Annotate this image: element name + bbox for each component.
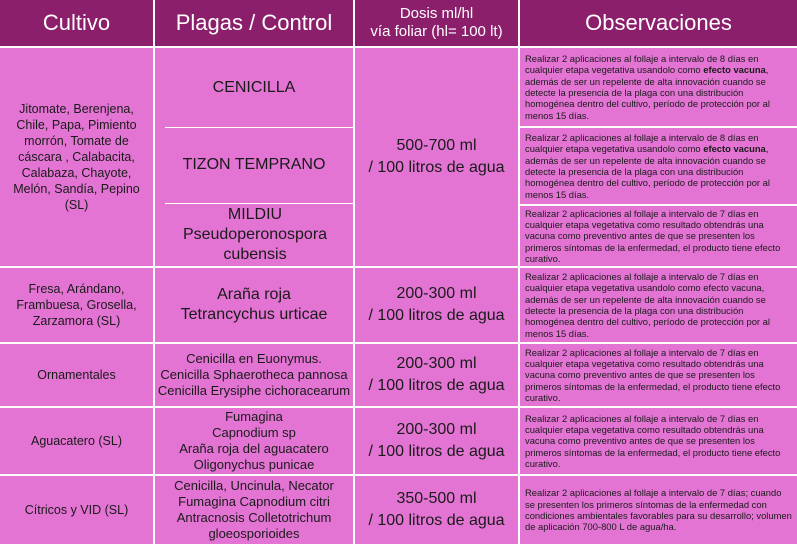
row3-cultivo: [0, 344, 153, 406]
row2-cultivo-text: Fresa, Arándano, Frambuesa, Grosella, Zarzamora (SL): [16, 282, 137, 328]
header-cultivo-label: Cultivo: [42, 10, 111, 35]
row1-dosis-line2: / 100 litros de agua: [368, 159, 505, 176]
row5-plagas: [155, 476, 353, 544]
row1-plaga-cenicilla: [155, 50, 353, 126]
row1-obs-1-bold: efecto vacuna: [703, 64, 766, 76]
row5-cultivo: [0, 476, 153, 544]
row4-plaga-line3: Araña roja del aguacatero: [179, 441, 329, 456]
header-dosis: [355, 0, 518, 46]
row1-obs-2-bold: efecto vacuna: [703, 143, 766, 155]
row4-dosis-line1: 200-300 ml: [396, 421, 477, 438]
row1-obs-2: [520, 128, 797, 204]
row3-plagas: [155, 344, 353, 406]
row1-cultivo-text: Jitomate, Berenjena, Chile, Papa, Pimiento morrón, Tomate de cáscara , Calabacita, Calabaza, Chayote, Melón, Sandía, Pepino (SL): [13, 102, 140, 212]
row3-plaga-line3: Cenicilla Erysiphe cichoracearum: [157, 383, 351, 398]
row4-plagas: [155, 408, 353, 474]
row1-cultivo: [0, 48, 153, 266]
row1-obs-3: [520, 206, 797, 266]
row5-plaga-line3: Antracnosis Colletotrichum: [176, 510, 332, 525]
row5-plaga-line4: gloeosporioides: [208, 526, 300, 541]
row2-dosis: [355, 268, 518, 342]
row4-obs: [520, 408, 797, 474]
row4-plaga-line2: Capnodium sp: [212, 425, 296, 440]
header-plagas: [155, 0, 353, 46]
row3-cultivo-text: Ornamentales: [37, 368, 116, 382]
header-observaciones-label: Observaciones: [585, 10, 732, 35]
row2-plagas: [155, 268, 353, 342]
row3-obs-text: Realizar 2 aplicaciones al follaje a intervalo de 7 días en cualquier etapa vegetativa como resultado obtendrás una vacuna como preventivo antes de que se presenten los primeros síntomas de la enfermedad, el producto tiene efecto curativo.: [525, 346, 781, 403]
row1-obs-1-text: Realizar 2 aplicaciones al follaje a intervalo de 8 días en cualquier etapa vegetativa usandolo como efecto vacuna, además de ser un repelente de alta innovación cuando se detecte la presencia de la plaga con una distribución homogénea dentro del cultivo, período de protección por al menos 15 días.: [525, 53, 770, 121]
header-dosis-line1: Dosis ml/hl: [399, 5, 474, 22]
row1-dosis-line1: 500-700 ml: [396, 137, 477, 154]
row1-plaga-tizon: [155, 128, 353, 202]
row5-obs: [520, 476, 797, 544]
row4-plaga-line1: Fumagina: [225, 409, 283, 424]
row4-plaga-line4: Oligonychus punicae: [193, 457, 315, 472]
row5-dosis-line2: / 100 litros de agua: [368, 512, 505, 529]
row4-obs-text: Realizar 2 aplicaciones al follaje a intervalo de 7 días en cualquier etapa vegetativa como resultado obtendrás una vacuna como preventivo antes de que se presenten los primeros síntomas de la enfermedad, el producto tiene efecto curativo.: [525, 412, 781, 469]
row1-obs-3-text: Realizar 2 aplicaciones al follaje a intervalo de 7 días en cualquier etapa vegetativa como resultado obtendrás una vacuna como preventivo antes de que se presenten los primeros síntomas de la enfermedad, el producto tiene efecto curativo.: [525, 207, 781, 264]
row4-cultivo-text: Aguacatero (SL): [30, 434, 123, 448]
row3-dosis-line2: / 100 litros de agua: [368, 377, 505, 394]
row3-dosis: [355, 344, 518, 406]
row1-obs-1: [520, 48, 797, 126]
row5-dosis-line1: 350-500 ml: [396, 490, 477, 507]
header-observaciones: [520, 0, 797, 46]
row5-dosis: [355, 476, 518, 544]
row3-plaga-line1: Cenicilla en Euonymus.: [186, 351, 322, 366]
row3-obs: [520, 344, 797, 406]
row2-obs-text: Realizar 2 aplicaciones al follaje a intervalo de 7 días en cualquier etapa vegetativa usandolo como efecto vacuna, además de ser un repelente de alta innovación cuando se detecte la presencia de la plaga con una distribución homogénea dentro del cultivo, período de protección por al menos 15 días.: [525, 271, 770, 339]
row5-plaga-line1: Cenicilla, Uncinula, Necator: [174, 478, 334, 493]
row4-dosis-line2: / 100 litros de agua: [368, 443, 505, 460]
row3-plaga-line2: Cenicilla Sphaerotheca pannosa: [160, 367, 348, 382]
row1-obs-2-text: Realizar 2 aplicaciones al follaje a intervalo de 8 días en cualquier etapa vegetativa usandolo como efecto vacuna, además de ser un repelente de alta innovación cuando se detecte la presencia de la plaga con una distribución homogénea dentro del cultivo, período de protección por al menos 15 días.: [525, 132, 770, 200]
row2-dosis-line2: / 100 litros de agua: [368, 307, 505, 324]
row1-plaga-mildiu: [170, 204, 340, 266]
header-plagas-label: Plagas / Control: [175, 10, 333, 35]
row1-dosis: [355, 48, 518, 266]
row2-dosis-line1: 200-300 ml: [396, 285, 477, 302]
row3-dosis-line1: 200-300 ml: [396, 355, 477, 372]
row5-cultivo-text: Cítricos y VID (SL): [24, 503, 129, 517]
row4-cultivo: [0, 408, 153, 474]
row1-plaga-3-text: MILDIU Pseudoperonospora cubensis: [182, 206, 328, 263]
row4-dosis: [355, 408, 518, 474]
row1-plaga-1-text: CENICILLA: [212, 79, 296, 96]
row5-obs-text: Realizar 2 aplicaciones al follaje a intervalo de 7 días; cuando se presenten los primeros síntomas de la enfermedad con condiciones ambientales favorables para su desarrollo; volumen de aplicación 700-800 L de agua/ha.: [525, 487, 792, 533]
header-dosis-line2: vía foliar (hl= 100 lt): [370, 23, 503, 40]
row2-obs: [520, 268, 797, 342]
row2-cultivo: [0, 268, 153, 342]
row5-plaga-line2: Fumagina Capnodium citri: [178, 494, 330, 509]
row1-plaga-2-text: TIZON TEMPRANO: [182, 156, 326, 173]
header-cultivo: [0, 0, 153, 46]
row2-plagas-text: Araña roja Tetrancychus urticae: [180, 286, 328, 323]
